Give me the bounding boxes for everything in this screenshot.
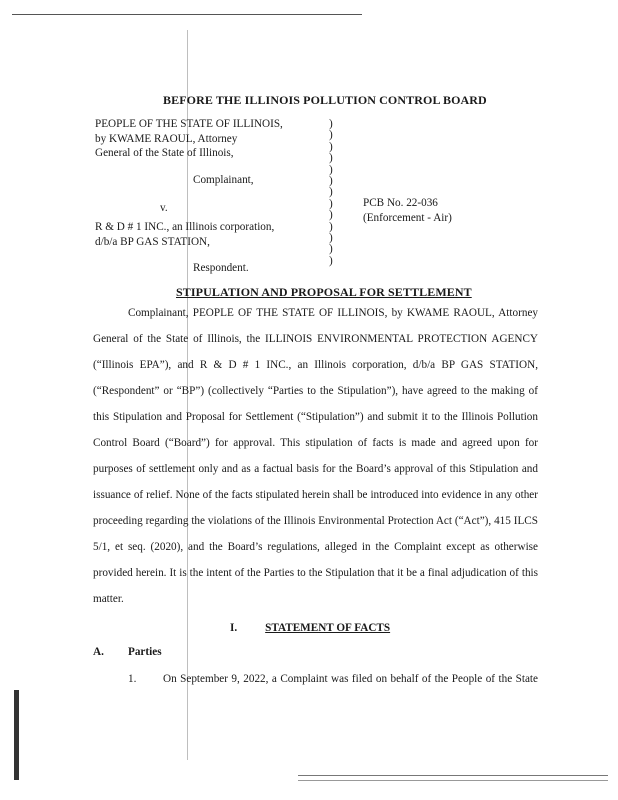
para-number: 1. bbox=[128, 673, 137, 685]
paren: ) bbox=[329, 163, 333, 176]
intro-line: (“Respondent” or “BP”) (collectively “Parties to the Stipulation”), have agreed to the making of bbox=[93, 385, 538, 397]
paren: ) bbox=[329, 118, 333, 130]
subsection-title: Parties bbox=[128, 646, 162, 658]
case-type: (Enforcement - Air) bbox=[363, 211, 452, 224]
paren: ) bbox=[329, 197, 333, 210]
respondent-line: d/b/a BP GAS STATION, bbox=[95, 235, 210, 248]
complainant-line: PEOPLE OF THE STATE OF ILLINOIS, bbox=[95, 118, 283, 130]
intro-line: matter. bbox=[93, 593, 124, 605]
intro-line: 5/1, et seq. (2020), and the Board’s regulations, alleged in the Complaint except as otherwise bbox=[93, 541, 538, 553]
paren: ) bbox=[329, 254, 333, 267]
para-text: On September 9, 2022, a Complaint was filed on behalf of the People of the State bbox=[163, 673, 538, 685]
intro-line: proceeding regarding the violations of the Illinois Environmental Protection Act (“Act”), 415 ILCS bbox=[93, 515, 538, 527]
caption-complainant bbox=[95, 117, 283, 161]
caption-respondent bbox=[95, 220, 274, 249]
case-number: PCB No. 22-036 bbox=[363, 197, 438, 209]
paren: ) bbox=[329, 152, 333, 165]
respondent-role: Respondent. bbox=[193, 262, 249, 274]
section-heading bbox=[230, 618, 390, 636]
case-info bbox=[363, 196, 452, 225]
intro-line: provided herein. It is the intent of the Parties to the Stipulation that it be a final adjudication of this bbox=[93, 567, 538, 579]
bottom-rule bbox=[298, 775, 608, 776]
paren: ) bbox=[329, 209, 333, 222]
complainant-line: by KWAME RAOUL, Attorney bbox=[95, 132, 238, 145]
intro-line: Complainant, PEOPLE OF THE STATE OF ILLINOIS, by KWAME RAOUL, Attorney bbox=[128, 307, 538, 319]
section-title: STATEMENT OF FACTS bbox=[265, 622, 391, 634]
intro-line: General of the State of Illinois, the ILLINOIS ENVIRONMENTAL PROTECTION AGENCY bbox=[93, 333, 538, 345]
respondent-line: R & D # 1 INC., an Illinois corporation, bbox=[95, 221, 275, 233]
left-margin-bar bbox=[14, 690, 19, 780]
paren: ) bbox=[329, 175, 333, 188]
top-rule bbox=[12, 14, 362, 15]
intro-line: (“Illinois EPA”), and R & D # 1 INC., an Illinois corporation, d/b/a BP GAS STATION, bbox=[93, 359, 538, 371]
paren: ) bbox=[329, 220, 333, 233]
bottom-rule-2 bbox=[298, 780, 608, 781]
complainant-role: Complainant, bbox=[193, 174, 254, 186]
versus: v. bbox=[160, 202, 168, 214]
paren: ) bbox=[329, 129, 333, 142]
paren: ) bbox=[329, 243, 333, 256]
court-heading: BEFORE THE ILLINOIS POLLUTION CONTROL BOARD bbox=[163, 93, 487, 107]
intro-line: Control Board (“Board”) for approval. This stipulation of facts is made and agreed upon for bbox=[93, 437, 538, 449]
subsection-letter: A. bbox=[93, 646, 104, 658]
caption-parens bbox=[329, 119, 333, 267]
document-title: STIPULATION AND PROPOSAL FOR SETTLEMENT bbox=[176, 285, 472, 299]
paren: ) bbox=[329, 140, 333, 153]
complainant-line: General of the State of Illinois, bbox=[95, 147, 234, 159]
intro-line: issuance of relief. None of the facts stipulated herein shall be introduced into evidence in any other bbox=[93, 489, 538, 501]
paren: ) bbox=[329, 186, 333, 199]
paren: ) bbox=[329, 232, 333, 245]
section-number: I. bbox=[230, 622, 238, 634]
intro-line: purposes of settlement only and as a factual basis for the Board’s approval of this Stipulation and bbox=[93, 463, 538, 475]
intro-line: this Stipulation and Proposal for Settlement (“Stipulation”) and submit it to the Illinois Pollution bbox=[93, 411, 538, 423]
